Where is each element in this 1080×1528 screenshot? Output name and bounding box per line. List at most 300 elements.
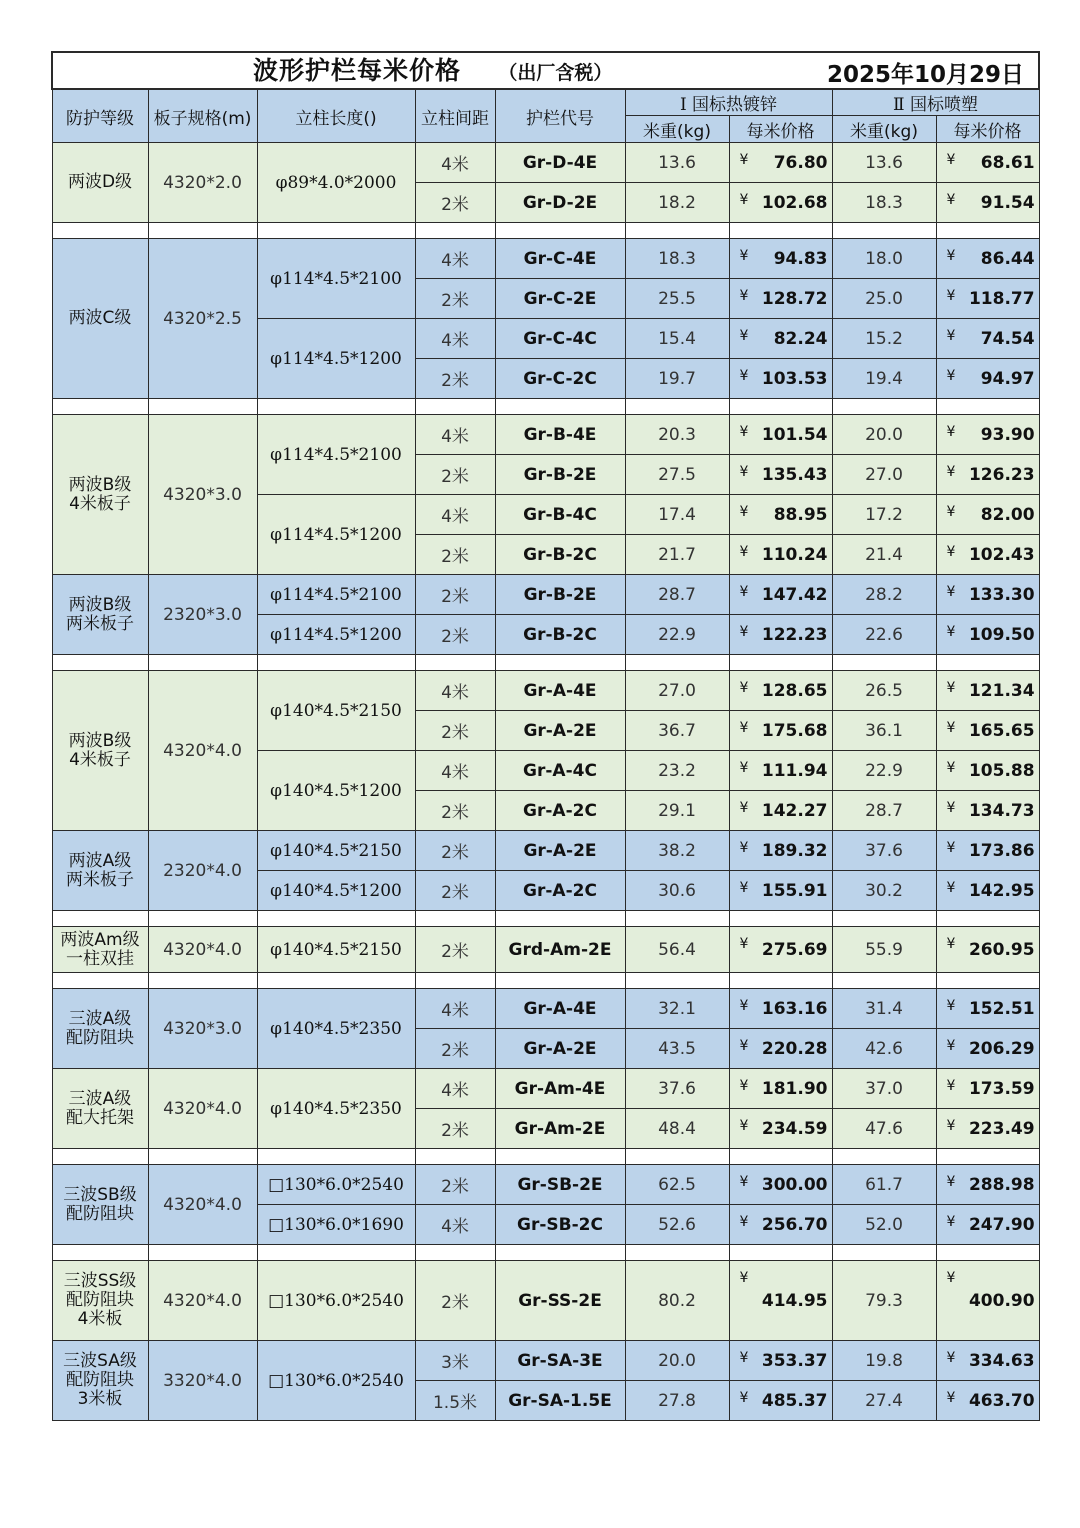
weight-galvanized: 19.7 <box>625 359 729 399</box>
weight-powder: 27.4 <box>832 1381 936 1421</box>
price-powder-value: 173.86 <box>968 840 1035 861</box>
weight-powder: 26.5 <box>832 671 936 711</box>
grade-line: 两波D级 <box>67 172 133 192</box>
price-galvanized-value: 414.95 <box>761 1290 828 1311</box>
spacer-cell <box>415 223 495 239</box>
spacer-cell <box>832 399 936 415</box>
spacer-cell <box>832 973 936 989</box>
post-spacing: 4米 <box>415 319 495 359</box>
price-galvanized-value: 142.27 <box>761 800 828 821</box>
protection-grade <box>52 1165 148 1245</box>
weight-galvanized: 17.4 <box>625 495 729 535</box>
grade-line: 两波B级 <box>68 474 132 495</box>
title-note: （出厂含税） <box>498 62 613 84</box>
price-powder <box>936 711 1039 751</box>
guardrail-code: Gr-A-4E <box>495 989 625 1029</box>
post-spacing: 2米 <box>415 871 495 911</box>
weight-powder: 55.9 <box>832 927 936 973</box>
grade-line: 两波A级 <box>68 850 132 871</box>
spacer-cell <box>257 399 415 415</box>
header-group-powder: Ⅱ 国标喷塑 <box>832 89 1039 116</box>
guardrail-code: Gr-A-2C <box>495 791 625 831</box>
price-powder-value: 126.23 <box>968 464 1035 485</box>
protection-grade <box>52 1069 148 1149</box>
currency-symbol: ¥ <box>946 424 956 440</box>
grade-line: 两米板子 <box>66 613 134 634</box>
price-galvanized <box>729 751 832 791</box>
weight-powder: 37.0 <box>832 1069 936 1109</box>
currency-symbol: ¥ <box>739 504 749 520</box>
weight-galvanized: 23.2 <box>625 751 729 791</box>
table-row <box>52 989 1039 1029</box>
weight-galvanized: 37.6 <box>625 1069 729 1109</box>
plate-spec: 4320*4.0 <box>148 927 257 973</box>
price-galvanized-value: 111.94 <box>761 760 828 781</box>
header-plate: 板子规格(m) <box>148 89 257 143</box>
plate-spec: 4320*2.5 <box>148 239 257 399</box>
currency-symbol: ¥ <box>946 1078 956 1094</box>
table-row <box>52 1261 1039 1341</box>
table-row <box>52 1165 1039 1205</box>
price-galvanized <box>729 415 832 455</box>
plate-spec: 2320*3.0 <box>148 575 257 655</box>
guardrail-code: Gr-SS-2E <box>495 1261 625 1341</box>
guardrail-code: Gr-A-2E <box>495 831 625 871</box>
price-galvanized-value: 76.80 <box>773 152 828 173</box>
grade-line: 3米板 <box>77 1389 123 1409</box>
price-powder-value: 288.98 <box>968 1174 1035 1195</box>
price-powder-value: 102.43 <box>968 544 1035 565</box>
protection-grade <box>52 239 148 399</box>
spacer-cell <box>415 973 495 989</box>
price-galvanized <box>729 575 832 615</box>
weight-galvanized: 18.2 <box>625 183 729 223</box>
spacer-cell <box>936 223 1039 239</box>
table-row <box>52 927 1039 973</box>
weight-powder: 30.2 <box>832 871 936 911</box>
post-spacing: 2米 <box>415 711 495 751</box>
price-galvanized-value: 234.59 <box>761 1118 828 1139</box>
price-powder <box>936 415 1039 455</box>
weight-galvanized: 32.1 <box>625 989 729 1029</box>
guardrail-code: Gr-D-4E <box>495 143 625 183</box>
spacer-cell <box>415 911 495 927</box>
price-powder-value: 334.63 <box>968 1350 1035 1371</box>
spacer-cell <box>729 223 832 239</box>
weight-powder: 18.3 <box>832 183 936 223</box>
currency-symbol: ¥ <box>946 998 956 1014</box>
spacer-cell <box>148 1245 257 1261</box>
plate-spec: 4320*3.0 <box>148 415 257 575</box>
spacer-cell <box>52 1149 148 1165</box>
post-length: □130*6.0*2540 <box>257 1261 415 1341</box>
price-galvanized-value: 155.91 <box>761 880 828 901</box>
currency-symbol: ¥ <box>739 680 749 696</box>
weight-galvanized: 18.3 <box>625 239 729 279</box>
weight-galvanized: 43.5 <box>625 1029 729 1069</box>
spacer-row <box>52 223 1039 239</box>
spacer-cell <box>625 1245 729 1261</box>
currency-symbol: ¥ <box>946 192 956 208</box>
weight-powder: 42.6 <box>832 1029 936 1069</box>
grade-line: 三波SA级 <box>63 1351 137 1371</box>
table-row <box>52 415 1039 455</box>
weight-powder: 22.6 <box>832 615 936 655</box>
weight-powder: 15.2 <box>832 319 936 359</box>
title-bar <box>52 52 1039 89</box>
price-galvanized-value: 189.32 <box>761 840 828 861</box>
table-row <box>52 671 1039 711</box>
weight-powder: 19.4 <box>832 359 936 399</box>
price-powder <box>936 319 1039 359</box>
post-spacing: 2米 <box>415 535 495 575</box>
price-galvanized <box>729 495 832 535</box>
protection-grade <box>52 1341 148 1421</box>
spacer-cell <box>936 1245 1039 1261</box>
post-spacing: 2米 <box>415 455 495 495</box>
spacer-cell <box>729 655 832 671</box>
plate-spec: 4320*4.0 <box>148 1165 257 1245</box>
weight-powder: 37.6 <box>832 831 936 871</box>
price-galvanized-value: 485.37 <box>761 1390 828 1411</box>
spacer-cell <box>148 223 257 239</box>
price-galvanized-value: 94.83 <box>773 248 828 269</box>
price-galvanized <box>729 319 832 359</box>
weight-galvanized: 15.4 <box>625 319 729 359</box>
weight-powder: 22.9 <box>832 751 936 791</box>
protection-grade <box>52 671 148 831</box>
post-length: φ114*4.5*2100 <box>257 239 415 319</box>
grade-line: 4米板子 <box>69 749 131 770</box>
price-powder <box>936 1261 1039 1341</box>
price-powder-value: 86.44 <box>980 248 1035 269</box>
protection-grade <box>52 1261 148 1341</box>
spacer-cell <box>52 911 148 927</box>
currency-symbol: ¥ <box>946 584 956 600</box>
currency-symbol: ¥ <box>946 1350 956 1366</box>
currency-symbol: ¥ <box>739 288 749 304</box>
spacer-cell <box>495 223 625 239</box>
post-spacing: 3米 <box>415 1341 495 1381</box>
spacer-cell <box>625 1149 729 1165</box>
spacer-cell <box>625 973 729 989</box>
price-galvanized <box>729 239 832 279</box>
post-spacing: 2米 <box>415 927 495 973</box>
post-length: φ114*4.5*1200 <box>257 495 415 575</box>
price-powder <box>936 871 1039 911</box>
weight-powder: 27.0 <box>832 455 936 495</box>
spacer-cell <box>729 1245 832 1261</box>
weight-galvanized: 20.3 <box>625 415 729 455</box>
price-galvanized <box>729 791 832 831</box>
spacer-cell <box>52 1245 148 1261</box>
spacer-cell <box>832 1149 936 1165</box>
table-row <box>52 1341 1039 1381</box>
price-galvanized-value: 181.90 <box>761 1078 828 1099</box>
post-spacing: 2米 <box>415 791 495 831</box>
guardrail-code: Gr-SA-1.5E <box>495 1381 625 1421</box>
spacer-cell <box>625 911 729 927</box>
post-length: φ114*4.5*1200 <box>257 615 415 655</box>
spacer-row <box>52 655 1039 671</box>
price-powder-value: 142.95 <box>968 880 1035 901</box>
price-powder <box>936 183 1039 223</box>
price-galvanized <box>729 1029 832 1069</box>
table-row <box>52 575 1039 615</box>
spacer-cell <box>832 223 936 239</box>
price-powder-value: 173.59 <box>968 1078 1035 1099</box>
price-powder <box>936 1205 1039 1245</box>
spacer-row <box>52 973 1039 989</box>
currency-symbol: ¥ <box>946 328 956 344</box>
price-galvanized <box>729 1261 832 1341</box>
header-price-1: 每米价格 <box>729 116 832 143</box>
currency-symbol: ¥ <box>739 1270 749 1286</box>
currency-symbol: ¥ <box>739 1390 749 1406</box>
grade-line: 两米板子 <box>66 869 134 890</box>
spacer-cell <box>257 655 415 671</box>
guardrail-code: Gr-D-2E <box>495 183 625 223</box>
guardrail-code: Gr-SA-3E <box>495 1341 625 1381</box>
page-title: 波形护栏每米价格 <box>253 56 462 85</box>
weight-powder: 19.8 <box>832 1341 936 1381</box>
spacer-cell <box>936 973 1039 989</box>
weight-powder: 18.0 <box>832 239 936 279</box>
currency-symbol: ¥ <box>739 1214 749 1230</box>
post-length: □130*6.0*2540 <box>257 1165 415 1205</box>
table-row <box>52 1069 1039 1109</box>
spacer-cell <box>52 973 148 989</box>
weight-galvanized: 62.5 <box>625 1165 729 1205</box>
weight-galvanized: 30.6 <box>625 871 729 911</box>
post-spacing: 2米 <box>415 615 495 655</box>
spacer-cell <box>495 655 625 671</box>
spacer-cell <box>148 911 257 927</box>
post-spacing: 4米 <box>415 1205 495 1245</box>
weight-galvanized: 38.2 <box>625 831 729 871</box>
currency-symbol: ¥ <box>739 328 749 344</box>
price-galvanized-value: 102.68 <box>761 192 828 213</box>
spacer-cell <box>495 399 625 415</box>
grade-line: 配大托架 <box>66 1107 134 1128</box>
weight-galvanized: 28.7 <box>625 575 729 615</box>
price-galvanized <box>729 183 832 223</box>
grade-line: 配防阻块 <box>66 1203 134 1224</box>
grade-line: 三波A级 <box>68 1088 132 1109</box>
post-spacing: 4米 <box>415 415 495 455</box>
weight-powder: 25.0 <box>832 279 936 319</box>
guardrail-code: Gr-B-2C <box>495 535 625 575</box>
weight-powder: 28.2 <box>832 575 936 615</box>
currency-symbol: ¥ <box>946 840 956 856</box>
spacer-cell <box>257 1149 415 1165</box>
price-powder-value: 93.90 <box>980 424 1035 445</box>
weight-powder: 61.7 <box>832 1165 936 1205</box>
price-galvanized-value: 275.69 <box>761 939 828 960</box>
price-powder <box>936 143 1039 183</box>
price-galvanized-value: 300.00 <box>761 1174 828 1195</box>
price-galvanized <box>729 871 832 911</box>
price-galvanized <box>729 535 832 575</box>
header-post: 立柱长度() <box>257 89 415 143</box>
spacer-cell <box>257 1245 415 1261</box>
price-galvanized-value: 122.23 <box>761 624 828 645</box>
spacer-cell <box>625 223 729 239</box>
weight-powder: 13.6 <box>832 143 936 183</box>
price-powder-value: 74.54 <box>980 328 1035 349</box>
spacer-cell <box>936 1149 1039 1165</box>
spacer-cell <box>148 655 257 671</box>
price-powder-value: 247.90 <box>968 1214 1035 1235</box>
post-spacing: 2米 <box>415 1165 495 1205</box>
spacer-cell <box>148 1149 257 1165</box>
weight-powder: 79.3 <box>832 1261 936 1341</box>
guardrail-code: Gr-B-2C <box>495 615 625 655</box>
guardrail-code: Gr-SB-2E <box>495 1165 625 1205</box>
post-spacing: 2米 <box>415 359 495 399</box>
protection-grade <box>52 927 148 973</box>
currency-symbol: ¥ <box>946 1038 956 1054</box>
post-length: φ114*4.5*2100 <box>257 575 415 615</box>
price-galvanized <box>729 1341 832 1381</box>
currency-symbol: ¥ <box>739 880 749 896</box>
price-galvanized <box>729 143 832 183</box>
price-powder-value: 133.30 <box>968 584 1035 605</box>
spacer-row <box>52 399 1039 415</box>
currency-symbol: ¥ <box>739 424 749 440</box>
price-powder-value: 68.61 <box>980 152 1035 173</box>
header-spacing: 立柱间距 <box>415 89 495 143</box>
currency-symbol: ¥ <box>739 760 749 776</box>
spacer-cell <box>625 655 729 671</box>
grade-line: 配防阻块 <box>66 1370 134 1390</box>
post-spacing: 2米 <box>415 279 495 319</box>
price-galvanized <box>729 615 832 655</box>
price-powder-value: 206.29 <box>968 1038 1035 1059</box>
guardrail-code: Gr-C-4C <box>495 319 625 359</box>
currency-symbol: ¥ <box>946 1214 956 1230</box>
price-powder <box>936 1109 1039 1149</box>
protection-grade <box>52 831 148 911</box>
price-powder <box>936 615 1039 655</box>
grade-line: 两波B级 <box>68 730 132 751</box>
post-spacing: 2米 <box>415 183 495 223</box>
spacer-cell <box>729 973 832 989</box>
currency-symbol: ¥ <box>739 248 749 264</box>
guardrail-code: Gr-B-4E <box>495 415 625 455</box>
price-powder <box>936 535 1039 575</box>
post-length: φ114*4.5*1200 <box>257 319 415 399</box>
price-galvanized-value: 88.95 <box>773 504 828 525</box>
weight-powder: 28.7 <box>832 791 936 831</box>
spacer-row <box>52 1245 1039 1261</box>
plate-spec: 4320*4.0 <box>148 1261 257 1341</box>
price-galvanized <box>729 359 832 399</box>
price-galvanized <box>729 989 832 1029</box>
price-galvanized-value: 163.16 <box>761 998 828 1019</box>
guardrail-code: Grd-Am-2E <box>495 927 625 973</box>
price-galvanized <box>729 831 832 871</box>
price-powder-value: 91.54 <box>980 192 1035 213</box>
post-spacing: 4米 <box>415 495 495 535</box>
price-galvanized-value: 110.24 <box>761 544 828 565</box>
weight-galvanized: 52.6 <box>625 1205 729 1245</box>
currency-symbol: ¥ <box>739 936 749 952</box>
spacer-cell <box>148 399 257 415</box>
weight-powder: 31.4 <box>832 989 936 1029</box>
header-code: 护栏代号 <box>495 89 625 143</box>
post-spacing: 2米 <box>415 575 495 615</box>
price-galvanized-value: 220.28 <box>761 1038 828 1059</box>
grade-line: 4米板 <box>77 1309 123 1329</box>
post-spacing: 4米 <box>415 671 495 711</box>
post-spacing: 4米 <box>415 239 495 279</box>
currency-symbol: ¥ <box>946 1390 956 1406</box>
spacer-cell <box>832 655 936 671</box>
plate-spec: 2320*4.0 <box>148 831 257 911</box>
price-powder <box>936 927 1039 973</box>
price-powder <box>936 791 1039 831</box>
currency-symbol: ¥ <box>739 192 749 208</box>
spacer-cell <box>257 911 415 927</box>
spacer-cell <box>415 1245 495 1261</box>
spacer-cell <box>52 655 148 671</box>
spacer-cell <box>52 399 148 415</box>
weight-galvanized: 29.1 <box>625 791 729 831</box>
currency-symbol: ¥ <box>739 1078 749 1094</box>
price-powder <box>936 455 1039 495</box>
price-powder-value: 165.65 <box>968 720 1035 741</box>
currency-symbol: ¥ <box>946 504 956 520</box>
price-powder <box>936 359 1039 399</box>
price-date: 2025年10月29日 <box>827 62 1025 88</box>
price-galvanized-value: 175.68 <box>761 720 828 741</box>
price-galvanized-value: 147.42 <box>761 584 828 605</box>
price-powder-value: 121.34 <box>968 680 1035 701</box>
price-powder <box>936 1029 1039 1069</box>
grade-line: 一柱双挂 <box>66 948 134 969</box>
currency-symbol: ¥ <box>739 152 749 168</box>
currency-symbol: ¥ <box>739 464 749 480</box>
guardrail-code: Gr-SB-2C <box>495 1205 625 1245</box>
currency-symbol: ¥ <box>739 998 749 1014</box>
weight-galvanized: 27.0 <box>625 671 729 711</box>
spacer-cell <box>415 1149 495 1165</box>
price-galvanized-value: 101.54 <box>761 424 828 445</box>
spacer-cell <box>148 973 257 989</box>
post-length: φ140*4.5*1200 <box>257 751 415 831</box>
currency-symbol: ¥ <box>739 800 749 816</box>
header-group-galvanized: Ⅰ 国标热镀锌 <box>625 89 832 116</box>
guardrail-code: Gr-B-4C <box>495 495 625 535</box>
currency-symbol: ¥ <box>739 840 749 856</box>
weight-powder: 21.4 <box>832 535 936 575</box>
spacer-cell <box>52 223 148 239</box>
grade-line: 三波SS级 <box>63 1271 137 1291</box>
post-spacing: 4米 <box>415 751 495 791</box>
currency-symbol: ¥ <box>946 624 956 640</box>
post-length: □130*6.0*1690 <box>257 1205 415 1245</box>
price-galvanized <box>729 927 832 973</box>
price-powder-value: 105.88 <box>968 760 1035 781</box>
weight-galvanized: 21.7 <box>625 535 729 575</box>
currency-symbol: ¥ <box>739 1174 749 1190</box>
post-length: φ140*4.5*1200 <box>257 871 415 911</box>
spacer-cell <box>257 973 415 989</box>
price-powder-value: 223.49 <box>968 1118 1035 1139</box>
weight-galvanized: 80.2 <box>625 1261 729 1341</box>
plate-spec: 4320*2.0 <box>148 143 257 223</box>
